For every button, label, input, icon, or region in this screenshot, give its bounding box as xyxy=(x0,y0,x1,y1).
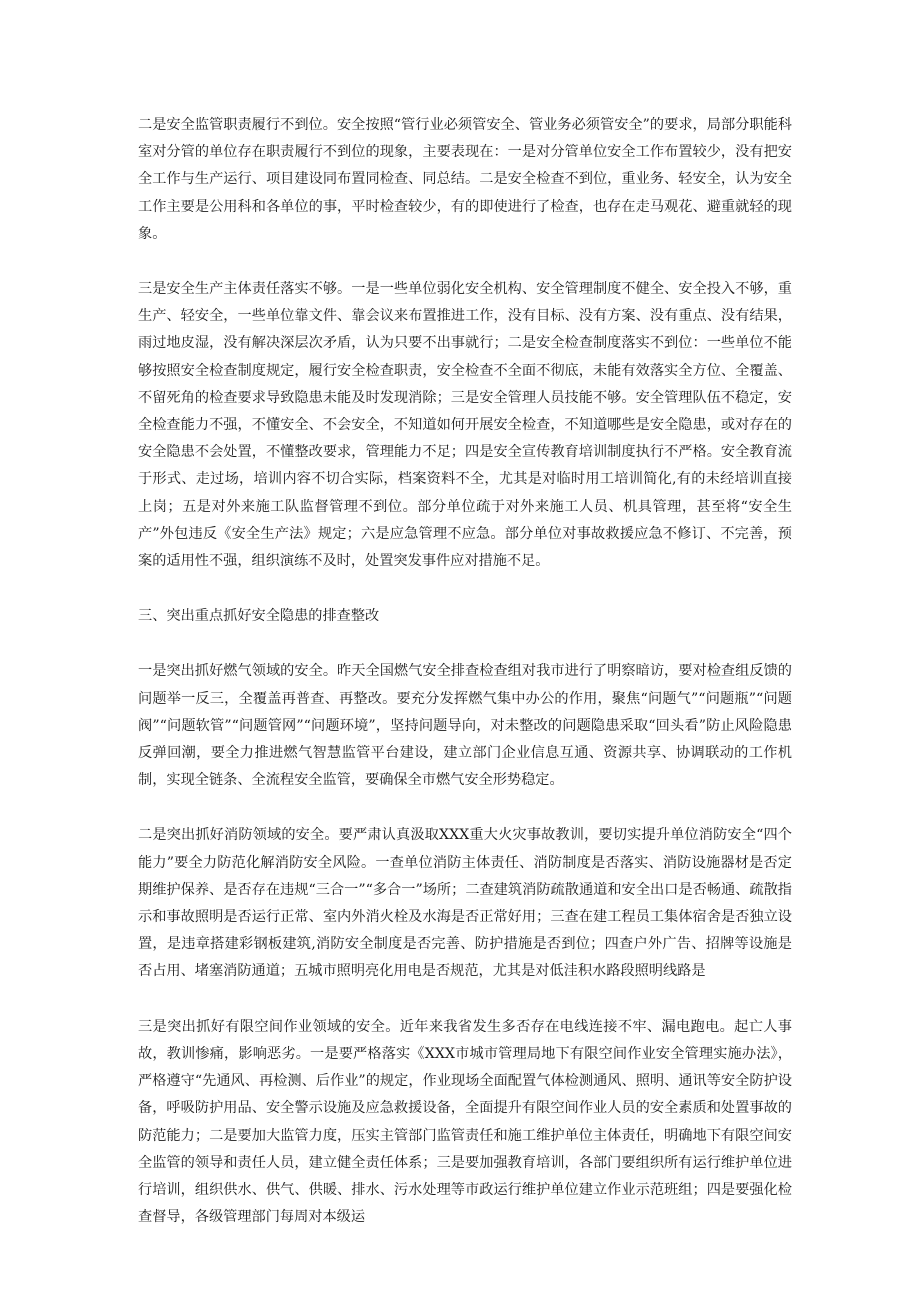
paragraph-gas-safety: 一是突出抓好燃气领域的安全。昨天全国燃气安全排查检查组对我市进行了明察暗访，要对检查组反馈的问题举一反三，全覆盖再普查、再整改。要充分发挥燃气集中办公的作用，聚焦“问题气”“问题瓶”“问题阀”“问题软管”“问题管网”“问题环境”，坚持问题导向，对未整改的问题隐患采取“回头看”防止风险隐患反弹回潮，要全力推进燃气智慧监管平台建设，建立部门企业信息互通、资源共享、协调联动的工作机制，实现全链条、全流程安全监管，要确保全市燃气安全形势稳定。 xyxy=(138,663,792,789)
document-body xyxy=(138,112,792,1259)
paragraph-main-responsibility: 三是安全生产主体责任落实不够。一是一些单位弱化安全机构、安全管理制度不健全、安全投入不够，重生产、轻安全，一些单位靠文件、靠会议来布置推进工作，没有目标、没有方案、没有重点、没有结果，雨过地皮湿，没有解决深层次矛盾，认为只要不出事就行；二是安全检查制度落实不到位：一些单位不能够按照安全检查制度规定，履行安全检查职责，安全检查不全面不彻底，未能有效落实全方位、全覆盖、不留死角的检查要求导致隐患未能及时发现消除；三是安全管理人员技能不够。安全管理队伍不稳定，安全检查能力不强，不懂安全、不会安全，不知道如何开展安全检查，不知道哪些是安全隐患，或对存在的安全隐患不会处置，不懂整改要求，管理能力不足；四是安全宣传教育培训制度执行不严格。安全教育流于形式、走过场，培训内容不切合实际，档案资料不全，尤其是对临时用工培训简化,有的未经培训直接上岗；五是对外来施工队监督管理不到位。部分单位疏于对外来施工人员、机具管理，甚至将“安全生产”外包违反《安全生产法》规定；六是应急管理不应急。部分单位对事故救援应急不修订、不完善，预案的适用性不强，组织演练不及时，处置突发事件应对措施不足。 xyxy=(138,281,792,570)
paragraph-confined-space-safety: 三是突出抓好有限空间作业领域的安全。近年来我省发生多否存在电线连接不牢、漏电跑电。起亡人事故，教训惨痛，影响恶劣。一是要严格落实《XXX市城市管理局地下有限空间作业安全管理实施办法》，严格遵守“先通风、再检测、后作业”的规定，作业现场全面配置气体检测通风、照明、通讯等安全防护设备，呼吸防护用品、安全警示设施及应急救援设备，全面提升有限空间作业人员的安全素质和处置事故的防范能力；二是要加大监管力度，压实主管部门监管责任和施工维护单位主体责任，明确地下有限空间安全监管的领导和责任人员，建立健全责任体系；三是要加强教育培训，各部门要组织所有运行维护单位进行培训，组织供水、供气、供暖、排水、污水处理等市政运行维护单位建立作业示范班组；四是要强化检查督导，各级管理部门每周对本级运 xyxy=(138,1018,792,1226)
paragraph-supervision-duties: 二是安全监管职责履行不到位。安全按照“管行业必须管安全、管业务必须管安全”的要求，局部分职能科室对分管的单位存在职责履行不到位的现象，主要表现在：一是对分管单位安全工作布置较少，没有把安全工作与生产运行、项目建设同布置同检查、同总结。二是安全检查不到位，重业务、轻安全，认为安全工作主要是公用科和各单位的事，平时检查较少，有的即使进行了检查，也存在走马观花、避重就轻的现象。 xyxy=(138,117,792,242)
section-heading: 三、突出重点抓好安全隐患的排查整改 xyxy=(138,608,380,625)
paragraph-fire-safety: 二是突出抓好消防领域的安全。要严肃认真汲取XXX重大火灾事故教训，要切实提升单位消防安全“四个能力”要全力防范化解消防安全风险。一查单位消防主体责任、消防制度是否落实、消防设施器材是否定期维护保养、是否存在违规“三合一”“多合一”场所；二查建筑消防疏散通道和安全出口是否畅通、疏散指示和事故照明是否运行正常、室内外消火栓及水海是否正常好用；三查在建工程员工集体宿舍是否独立设置，是违章搭建彩钢板建筑,消防安全制度是否完善、防护措施是否到位；四查户外广告、招牌等设施是否占用、堵塞消防通道；五城市照明亮化用电是否规范，尤其是对低洼积水路段照明线路是 xyxy=(138,827,792,980)
